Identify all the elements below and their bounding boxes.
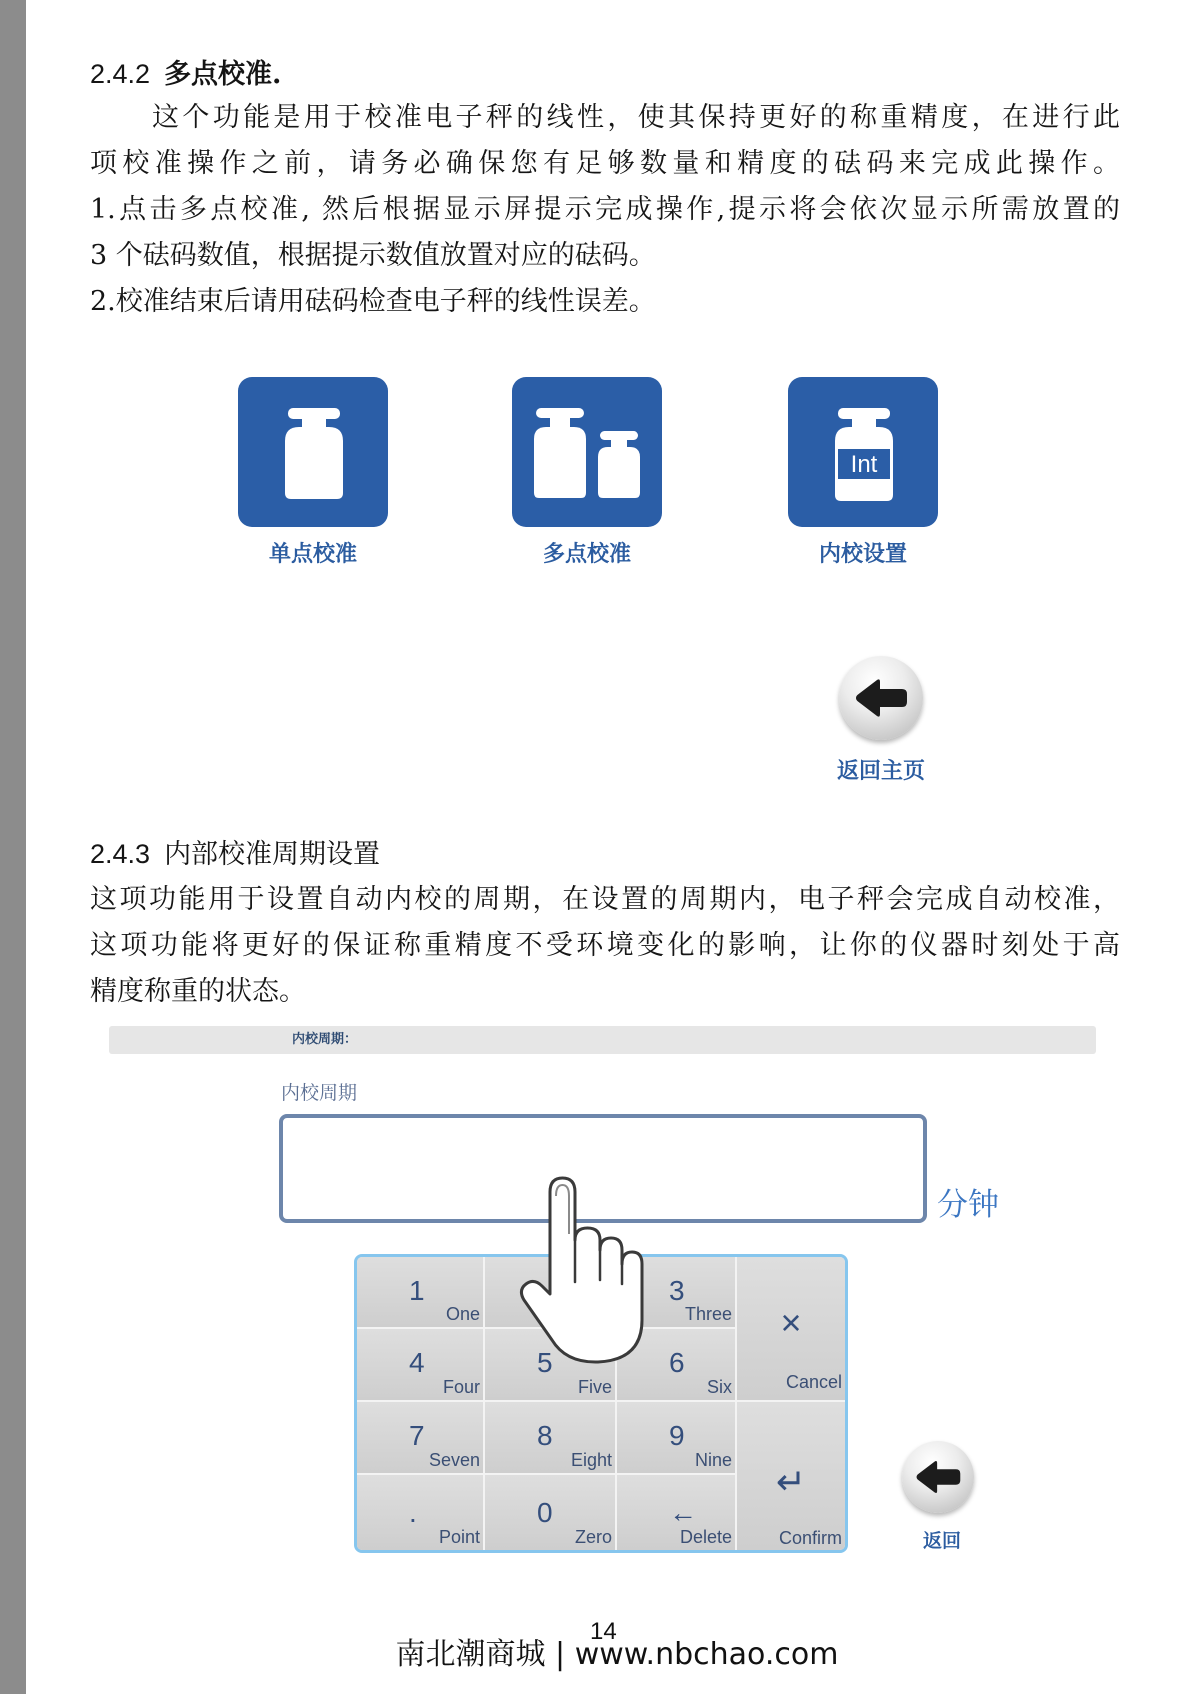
key-1[interactable] [357,1257,483,1327]
key-word: Three [684,1304,732,1324]
tile-label-internal-settings: 内校设置 [818,542,907,567]
key-word: Confirm [778,1528,842,1548]
key-word: Five [577,1377,612,1397]
paragraph-line: 这项功能将更好的保证称重精度不受环境变化的影响，让你的仪器时刻处于高 [90,930,1120,961]
paragraph-line: 项校准操作之前，请务必确保您有足够数量和精度的砝码来完成此操作。 [90,148,1120,179]
key-word: One [445,1304,480,1324]
key-digit: 4 [409,1347,425,1378]
key-word: Cancel [785,1372,842,1392]
section-title: 内部校准周期设置 [164,839,381,870]
key-digit: . [409,1497,417,1528]
key-word: Four [442,1377,480,1397]
interval-unit-label: 分钟 [937,1187,999,1223]
internal-calibration-settings-button[interactable] [788,377,938,527]
single-weight-icon [238,377,388,527]
back-arrow-icon [902,1441,974,1513]
cancel-key[interactable] [737,1257,845,1400]
key-digit: 1 [409,1275,425,1306]
screen-title: 内校周期： [292,1032,358,1047]
paragraph-line: 2.校准结束后请用砝码检查电子秤的线性误差。 [90,286,656,317]
key-digit: 8 [537,1420,553,1451]
key-digit: 0 [537,1497,553,1528]
key-word: Six [706,1377,732,1397]
back-arrow-icon [839,656,923,740]
key-8[interactable] [485,1402,615,1473]
screen-title-bar [109,1026,1096,1054]
delete-icon: ← [669,1497,697,1528]
section-242-heading [90,56,281,93]
key-point[interactable] [357,1475,483,1550]
confirm-key[interactable] [737,1402,845,1550]
int-icon-text: Int [850,451,878,478]
paragraph-line: 1.点击多点校准, 然后根据显示屏提示完成操作,提示将会依次显示所需放置的 [90,194,1120,225]
multi-point-calibration-button[interactable] [512,377,662,527]
internal-weight-icon [788,377,938,527]
page-side-bar [0,0,26,1694]
back-button[interactable] [902,1441,974,1513]
key-digit: 6 [669,1347,685,1378]
section-number: 2.4.2 [90,59,151,89]
enter-icon: ↵ [775,1461,807,1502]
paragraph-line: 这项功能用于设置自动内校的周期，在设置的周期内，电子秤会完成自动校准， [90,884,1120,915]
interval-field-label: 内校周期 [281,1082,358,1104]
key-digit: 7 [409,1420,425,1451]
tile-label-multi-point: 多点校准 [542,542,631,567]
key-0[interactable] [485,1475,615,1550]
delete-key[interactable] [617,1475,735,1550]
single-point-calibration-button[interactable] [238,377,388,527]
tile-label-single-point: 单点校准 [268,542,357,567]
key-9[interactable] [617,1402,735,1473]
key-digit: 3 [669,1275,685,1306]
key-word: Zero [574,1527,612,1547]
key-digit: 9 [669,1420,685,1451]
key-word: Delete [679,1527,732,1547]
key-word: Point [438,1527,480,1547]
double-weight-icon [512,377,662,527]
section-title: 多点校准. [164,59,282,90]
key-4[interactable] [357,1329,483,1400]
key-word: Eight [570,1450,612,1470]
section-number: 2.4.3 [90,839,151,869]
paragraph-line: 3 个砝码数值，根据提示数值放置对应的砝码。 [90,240,656,271]
back-button-label: 返回 [922,1530,961,1552]
footer-watermark: 南北潮商城 | www.nbchao.com [395,1637,839,1672]
key-digit: 5 [537,1347,553,1378]
cancel-icon: × [780,1302,802,1343]
page-number: 14 [590,1618,617,1645]
hand-pointer-icon [514,1172,654,1367]
paragraph-line: 这个功能是用于校准电子秤的线性，使其保持更好的称重精度，在进行此 [152,102,1120,133]
home-button[interactable] [839,656,923,740]
key-word: Nine [694,1450,732,1470]
key-word: Seven [428,1450,480,1470]
home-button-label: 返回主页 [836,759,925,784]
key-7[interactable] [357,1402,483,1473]
section-243-heading [90,836,380,873]
paragraph-line: 精度称重的状态。 [90,976,306,1007]
